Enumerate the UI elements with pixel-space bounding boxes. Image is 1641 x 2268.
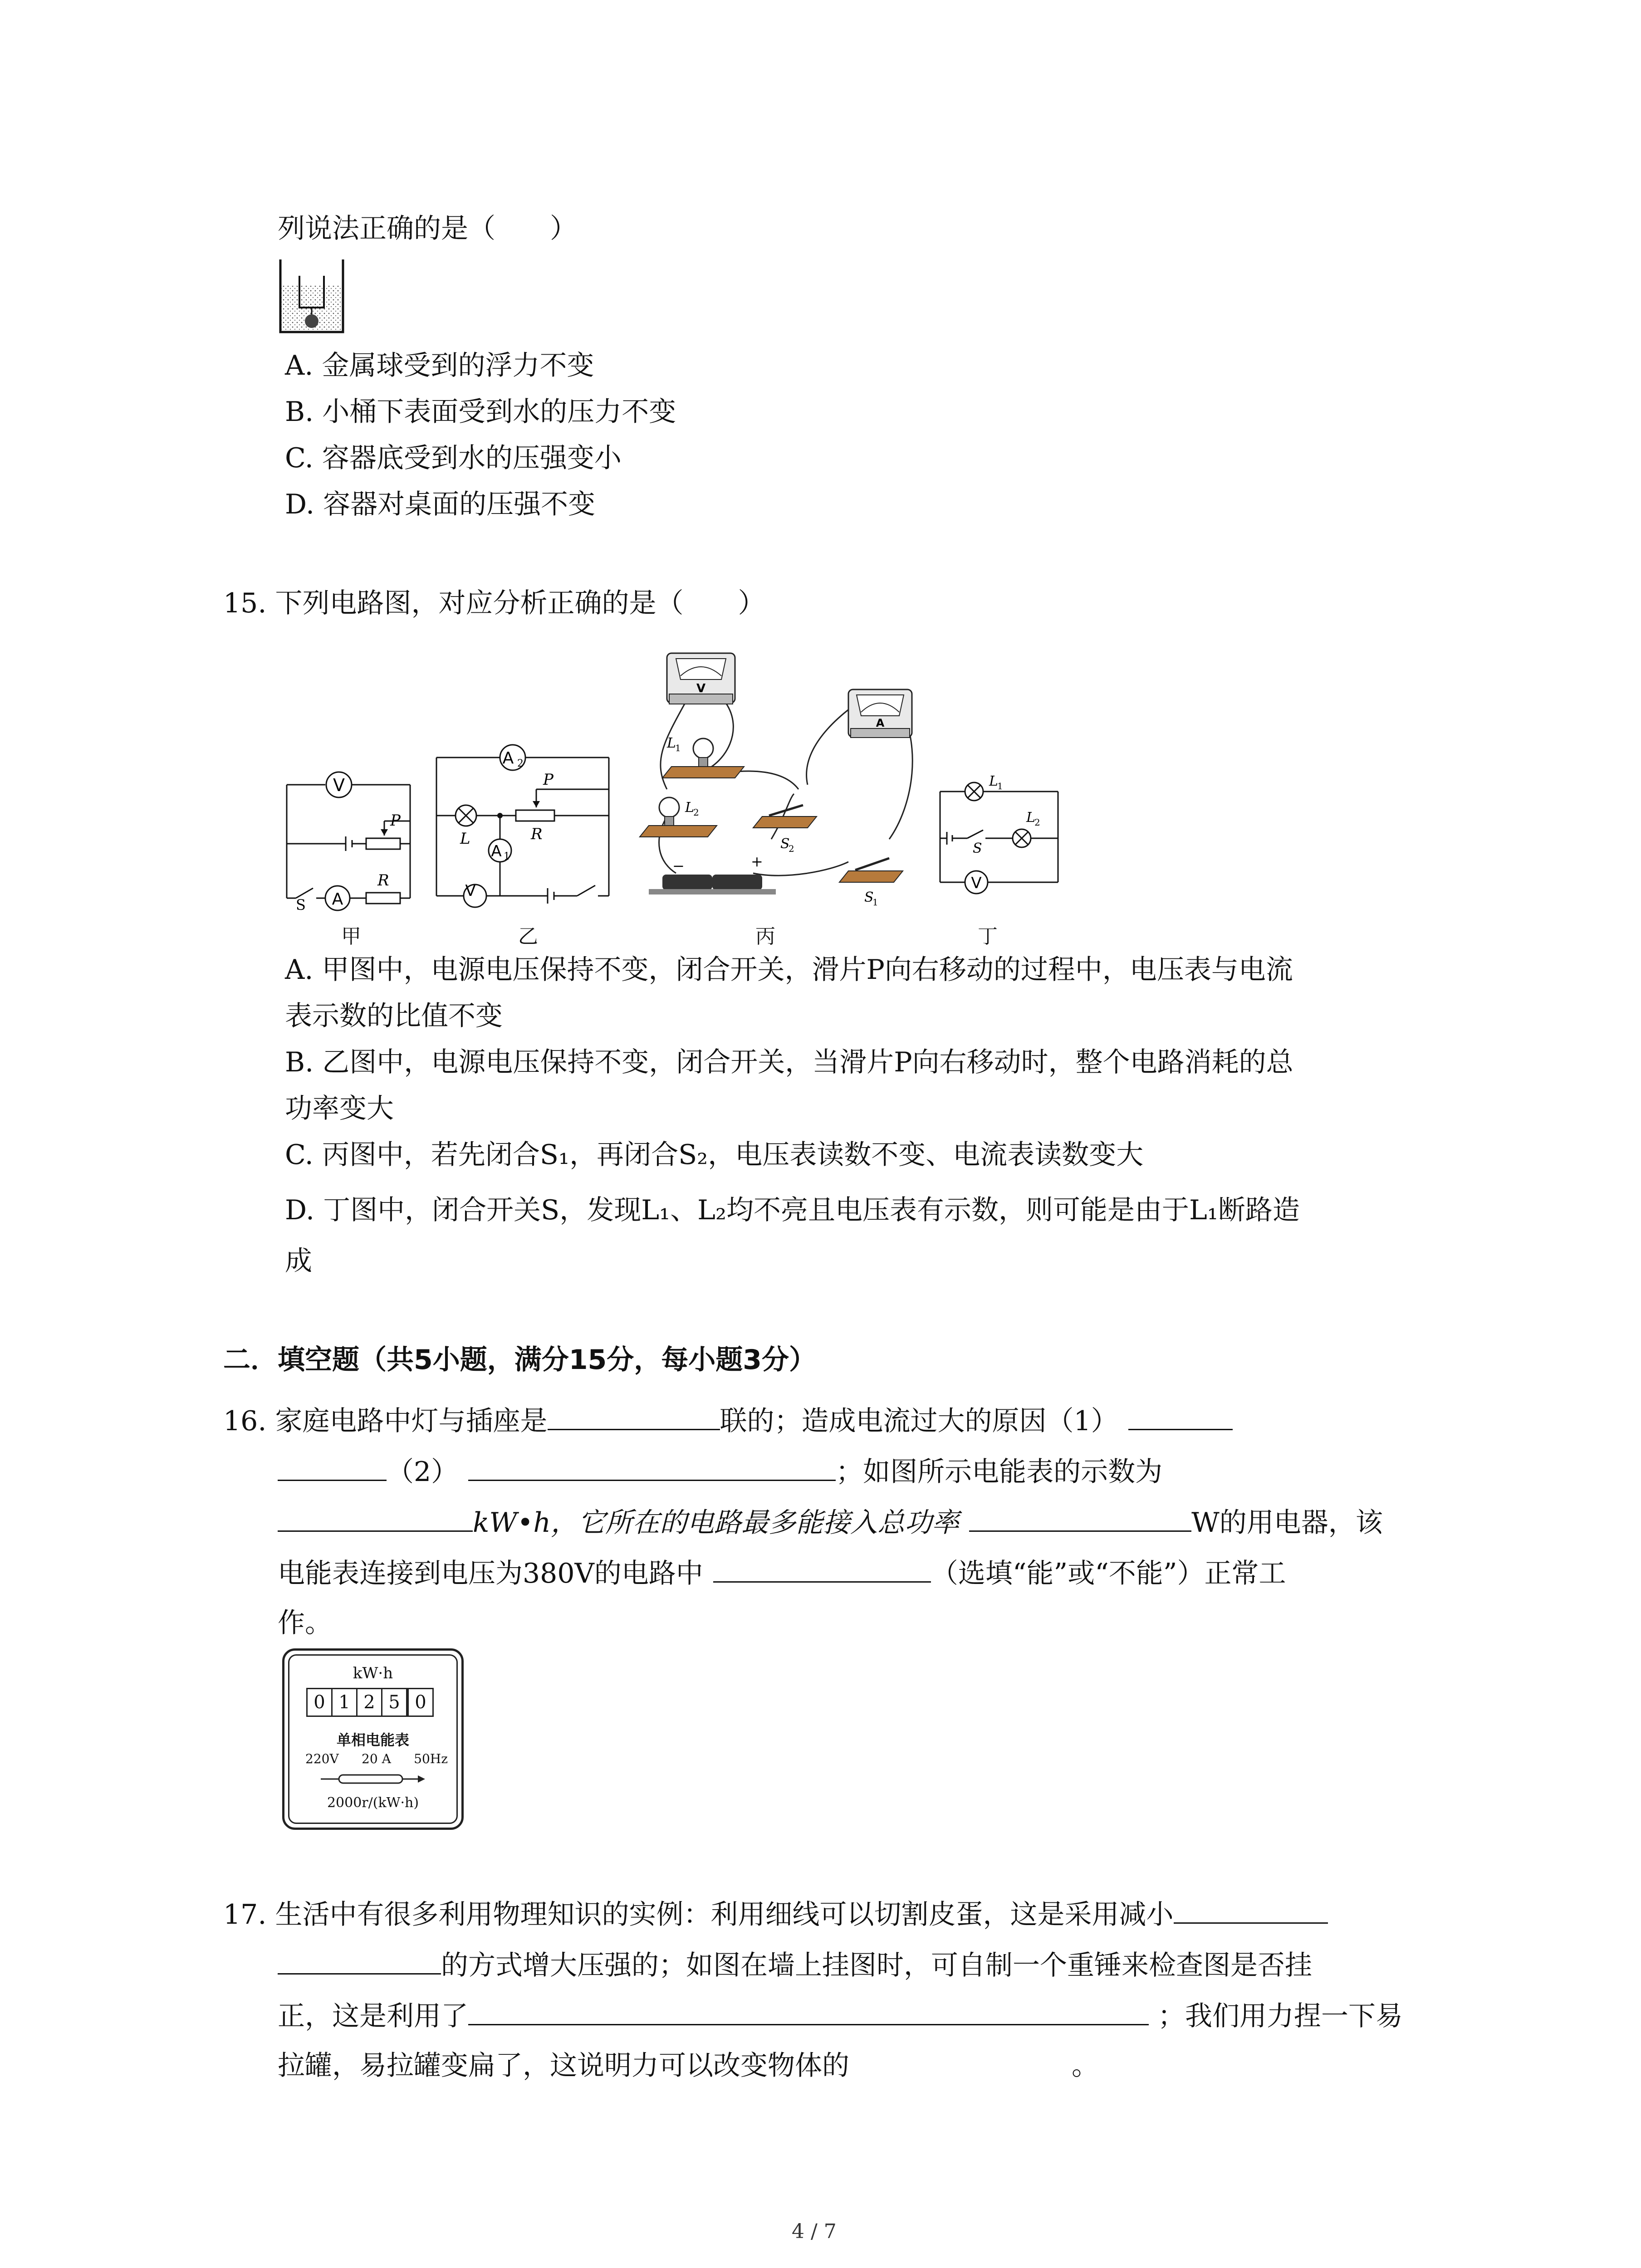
bing-ammeter [848,689,912,738]
jia-voltmeter-label: V [333,775,345,795]
q15-option-d-line1: D. 丁图中，闭合开关S，发现L₁、L₂均不亮且电压表有示数，则可能是由于L₁断路造 [285,1194,1300,1226]
bing-l1-label: L [667,735,676,751]
meter-spec-voltage: 220V [305,1751,339,1766]
caption-jia: 甲 [341,925,361,948]
q15-stem: 15. 下列电路图，对应分析正确的是（ ） [223,587,765,619]
q16-blank-max-power[interactable] [969,1503,1191,1532]
q16-line2 [278,1452,1162,1490]
bing-l1-sub: 1 [675,743,681,753]
q17-line3 [278,1997,1403,2034]
page-number: 4 / 7 [792,2220,837,2243]
q15-option-a-line1: A. 甲图中，电源电压保持不变，闭合开关，滑片P向右移动的过程中，电压表与电流 [285,954,1293,986]
q16-l1-b: 联的；造成电流过大的原因（1） [720,1405,1118,1437]
bing-ammeter-label: A [876,717,885,729]
meter-constant: 2000r/(kW·h) [327,1795,419,1811]
q16-l4-a: 电能表连接到电压为380V的电路中 [278,1558,703,1589]
q14-option-a: A. 金属球受到的浮力不变 [285,350,594,381]
caption-yi: 乙 [518,925,538,948]
circuit-yi [432,735,613,907]
q16-l4-b: （选填“能”或“不能”）正常工 [931,1558,1286,1589]
meter-unit: kW·h [353,1664,393,1682]
bing-l2-sub: 2 [693,807,699,818]
yi-p-label: P [543,771,554,789]
meter-spec [305,1751,448,1766]
bing-s2-label: S [780,836,790,852]
q16-blank-connection[interactable] [548,1402,720,1430]
q17-l3-a: 正，这是利用了 [278,2000,468,2032]
meter-name: 单相电能表 [336,1731,409,1749]
q16-l1-a: 16. 家庭电路中灯与插座是 [223,1405,548,1437]
bing-minus: − [672,857,685,875]
q16-blank-reason1-cont[interactable] [278,1452,387,1481]
q17-l2: 的方式增大压强的；如图在墙上挂图时，可自制一个重锤来检查图是否挂 [441,1950,1312,1981]
q17-l3-b: ；我们用力捏一下易 [1158,2000,1403,2032]
circuit-ding [936,771,1063,903]
yi-voltmeter-label: V [465,882,476,900]
meter-digit-decimal: 0 [407,1688,434,1717]
q16-l2-a: （2） [387,1456,459,1488]
electricity-meter-figure [282,1648,464,1830]
q17-blank-gravity-direction[interactable] [468,1997,1149,2025]
circuit-jia [282,762,418,914]
q14-option-d: D. 容器对桌面的压强不变 [285,489,596,520]
caption-ding: 丁 [978,925,998,948]
q17-blank-area[interactable] [1174,1895,1328,1924]
q16-blank-reason2[interactable] [468,1452,836,1481]
jia-ammeter-label: A [332,890,343,909]
ding-l2-sub: 2 [1034,817,1040,828]
meter-digit: 1 [333,1689,358,1716]
q16-line4 [278,1554,1286,1592]
bing-s1-label: S [864,890,874,905]
ding-voltmeter-label: V [971,874,982,892]
q14-option-b: B. 小桶下表面受到水的压力不变 [285,396,676,428]
q16-l3-b: W的用电器，该 [1191,1507,1383,1539]
caption-bing: 丙 [755,925,775,948]
meter-disc-icon [321,1772,425,1786]
q17-line2 [278,1946,1312,1984]
ding-l2-label: L [1026,810,1035,826]
q17-blank-area-cont[interactable] [278,1946,441,1975]
yi-a1-label: A [491,842,502,860]
bing-s2-sub: 2 [789,843,794,854]
q16-l3-a: kW•h，它所在的电路最多能接入总功率 [473,1507,960,1539]
ding-l1-label: L [989,773,998,789]
q14-option-c: C. 容器底受到水的压强变小 [285,442,622,474]
q17-l4-a: 拉罐，易拉罐变扁了，这说明力可以改变物体的 [278,2050,849,2082]
meter-digits [306,1688,434,1717]
q16-blank-can-work[interactable] [713,1554,931,1583]
q16-line1 [223,1402,1233,1439]
meter-digit: 5 [382,1689,407,1716]
q17-line4 [278,2048,1099,2084]
q16-blank-reason1[interactable] [1128,1402,1233,1430]
q15-option-b-line2: 功率变大 [285,1093,394,1124]
q15-option-a-line2: 表示数的比值不变 [285,1000,503,1032]
q16-blank-reading[interactable] [278,1503,473,1532]
yi-a1-sub: 1 [504,851,510,862]
q15-option-c: C. 丙图中，若先闭合S₁，再闭合S₂，电压表读数不变、电流表读数变大 [285,1139,1144,1171]
ding-l1-sub: 1 [997,781,1003,792]
jia-r-label: R [377,871,389,890]
bing-voltmeter-label: V [696,682,706,695]
q17-line1 [223,1895,1328,1933]
bing-s1-sub: 1 [872,897,878,908]
ding-s-label: S [973,841,982,856]
q15-option-d-line2: 成 [285,1245,312,1277]
q14-stem-tail: 列说法正确的是（ ） [278,213,577,244]
yi-l-label: L [460,830,470,848]
bing-plus: + [751,853,763,870]
meter-digit: 0 [308,1689,333,1716]
meter-spec-current: 20 A [362,1751,391,1766]
q17-l1: 17. 生活中有很多利用物理知识的实例：利用细线可以切割皮蛋，这是采用减小 [223,1899,1174,1931]
q16-l2-b: ；如图所示电能表的示数为 [836,1456,1163,1488]
yi-a2-label: A [502,749,514,767]
jia-s-label: S [296,896,306,914]
meter-spec-frequency: 50Hz [414,1751,448,1766]
q17-l4-b: 。 [1072,2050,1099,2082]
q16-line5: 作。 [278,1607,332,1639]
meter-digit: 2 [358,1689,382,1716]
yi-r-label: R [531,825,543,843]
container-with-bucket-figure [278,258,346,335]
section2-heading: 二．填空题（共5小题，满分15分，每小题3分） [223,1344,816,1376]
q15-option-b-line1: B. 乙图中，电源电压保持不变，闭合开关，当滑片P向右移动时，整个电路消耗的总 [285,1046,1293,1078]
jia-p-label: P [390,811,401,830]
circuit-bing-photo [635,626,926,907]
q16-line3 [278,1503,1383,1541]
bing-l2-label: L [685,800,694,816]
bing-voltmeter [667,653,735,704]
yi-a2-sub: 2 [517,758,524,769]
